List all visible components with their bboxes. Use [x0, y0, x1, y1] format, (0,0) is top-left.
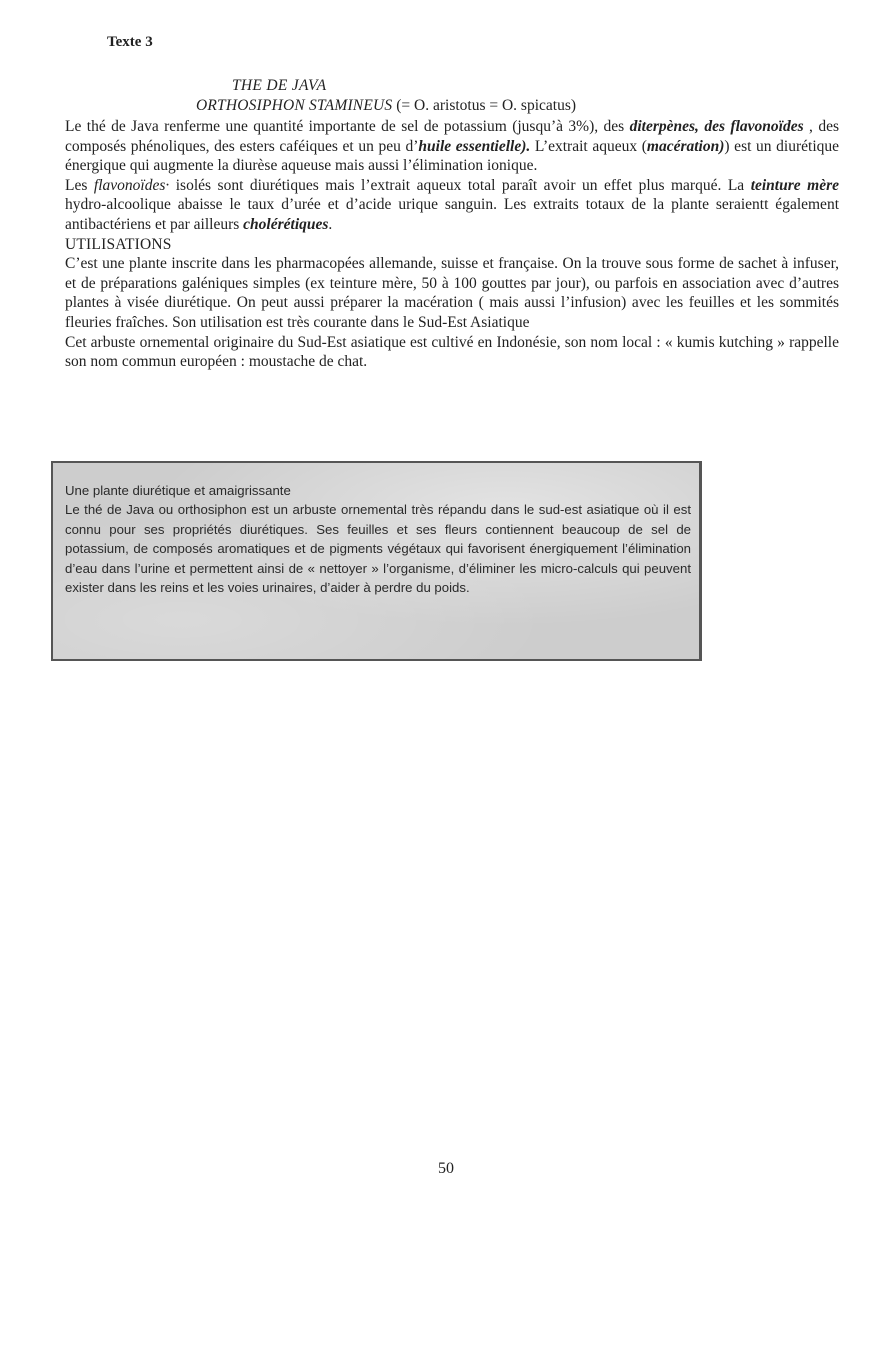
main-text [65, 117, 839, 372]
paragraph-composition: Le thé de Java renferme une quantité importante de sel de potassium (jusqu’à 3%), des diterpènes, des flavonoïdes , des composés phénoliques, des esters caféiques et un peu d’huile essentielle). L’extrait aqueux (macération)) est un diurétique énergique qui augmente la diurèse aqueuse mais aussi l’élimination ionique. [65, 118, 840, 175]
info-box-text: Le thé de Java ou orthosiphon est un arbuste ornemental très répandu dans le sud-est asiatique où il est connu pour ses propriétés diurétiques. Ses feuilles et ses fleurs contiennent beaucoup de sel de potassium, de composés aromatiques et de pigments végétaux qui favorisent énergiquement l’élimination d’eau dans l’urine et permettent ainsi de « nettoyer » l’organisme, d’éliminer les micro-calculs qui peuvent exister dans les reins et les voies urinaires, d’aider à perdre du poids. [65, 502, 691, 596]
page-number: 50 [438, 1160, 454, 1177]
document-title: THE DE JAVA [232, 77, 327, 94]
paragraph-utilisations: C’est une plante inscrite dans les pharmacopées allemande, suisse et française. On la trouve sous forme de sachet à infuser, et de préparations galéniques simples (ex teinture mère, 50 à 100 gouttes par jour), ou parfois en association avec d’autres plantes à visée diurétique. On peut aussi préparer la macération ( mais aussi l’infusion) avec les feuilles et les sommités fleuries fraîches. Son utilisation est très courante dans le Sud-Est Asiatique [65, 255, 839, 331]
document-subtitle [196, 97, 576, 115]
synonyms: (= O. aristotus = O. spicatus) [392, 97, 577, 114]
utilisations-heading: UTILISATIONS [65, 235, 172, 253]
botanical-name: ORTHOSIPHON STAMINEUS [196, 97, 393, 114]
text-label: Texte 3 [107, 34, 153, 50]
paragraph-origin: Cet arbuste ornemental originaire du Sud-Est asiatique est cultivé en Indonésie, son nom local : « kumis kutching » rappelle son nom commun européen : moustache de chat. [65, 333, 839, 371]
paragraph-effects: Les flavonoïdes· isolés sont diurétiques mais l’extrait aqueux total paraît avoir un effet plus marqué. La teinture mère hydro-alcoolique abaisse le taux d’urée et d’acide urique sanguin. Les extraits totaux de la plante seraientt également antibactériens et par ailleurs cholérétiques. [65, 176, 839, 233]
info-box [51, 461, 702, 661]
info-box-title: Une plante diurétique et amaigrissante [65, 483, 291, 498]
